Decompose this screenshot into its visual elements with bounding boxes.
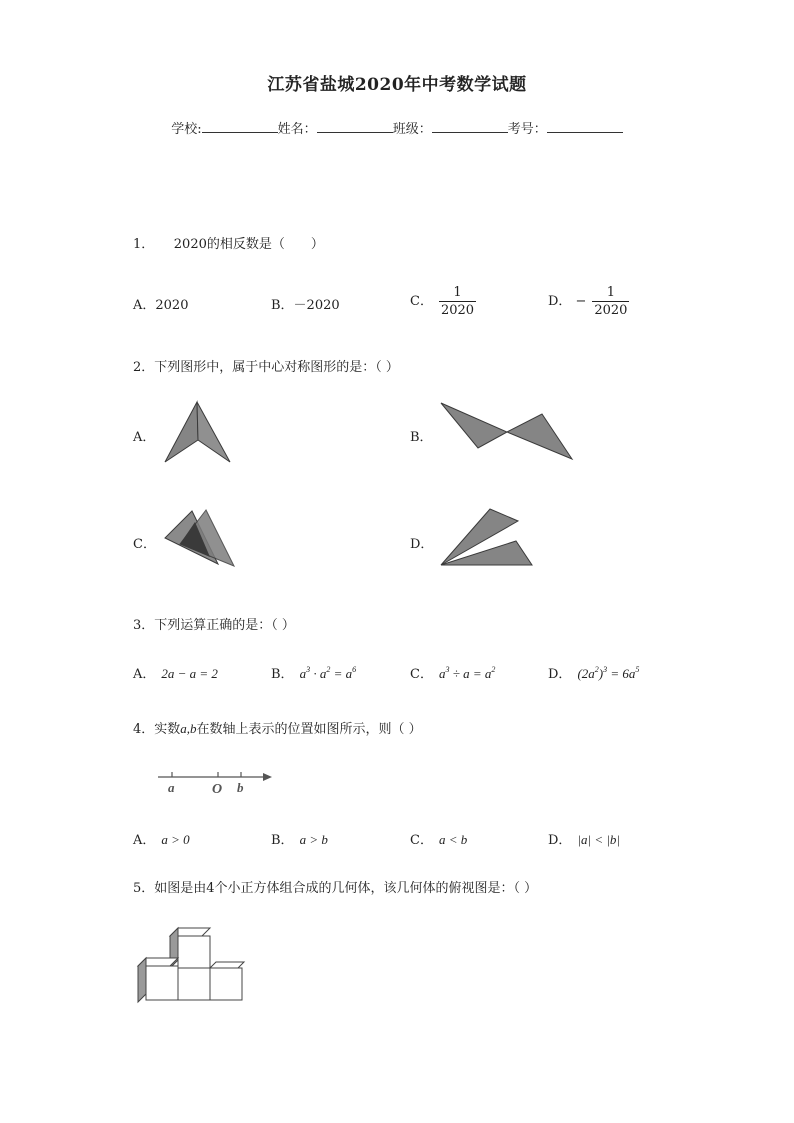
arrow-head-icon (263, 773, 272, 781)
shape-right-wing (197, 402, 230, 462)
stem-suffix: 在数轴上表示的位置如图所示，则（ ） (196, 722, 422, 737)
paren-open-term: (2a (577, 666, 595, 681)
top-cube (170, 928, 210, 968)
exponent: 3 (306, 665, 311, 674)
option-label: B． (271, 667, 294, 682)
q4-option-a-expression: a > 0 (161, 832, 190, 847)
student-info-line (0, 118, 794, 137)
fraction-numerator: 1 (439, 284, 476, 302)
q1-option-d (548, 284, 629, 319)
q3-option-b-expression (300, 666, 357, 681)
exponent: 2 (326, 665, 331, 674)
q5-cube-figure (134, 924, 246, 1004)
q2-figure-c (162, 508, 238, 570)
option-label: A． (133, 833, 156, 848)
q3-option-d (548, 663, 639, 682)
q2-figure-d (438, 505, 536, 571)
stem-prefix: 4．实数 (133, 722, 181, 737)
fraction-denominator: 2020 (594, 303, 628, 318)
q4-option-c-expression: a < b (438, 832, 468, 847)
minus-sign: − (575, 294, 587, 309)
q3-stem: 3．下列运算正确的是：（ ） (133, 618, 295, 633)
operator: · (310, 666, 320, 681)
right-cube (210, 962, 244, 1000)
q2-figure-a (160, 400, 235, 466)
exponent: 2 (594, 665, 599, 674)
q1-option-c (410, 284, 476, 319)
name-label: 姓名： (277, 122, 317, 137)
q4-number-line (155, 768, 275, 798)
exponent: 5 (635, 665, 640, 674)
fraction-numerator: 1 (592, 284, 629, 302)
option-label: D． (548, 667, 572, 682)
q1-stem: 1． 2020的相反数是（ ） (133, 237, 324, 252)
q4-option-c (410, 829, 467, 848)
q1-option-d-fraction (592, 284, 629, 319)
option-label: D． (548, 833, 572, 848)
q3-option-b (271, 663, 356, 682)
shape-left-wing (165, 402, 198, 462)
page-title: 江苏省盐城2020年中考数学试题 (267, 75, 527, 95)
q1-option-c-label: C． (410, 294, 433, 309)
option-label: C． (410, 833, 433, 848)
label-b: b (237, 780, 244, 795)
q3-option-c (410, 663, 495, 682)
exponent: 3 (603, 665, 608, 674)
equals-term: = a (330, 666, 353, 681)
base: a (299, 666, 307, 681)
q2-stem: 2．下列图形中，属于中心对称图形的是：（ ） (133, 360, 399, 375)
exponent: 6 (352, 665, 357, 674)
exponent: 3 (445, 665, 450, 674)
class-label: 班级： (392, 122, 432, 137)
q4-option-d-expression: |a| < |b| (577, 832, 621, 847)
stem-variables: a,b (180, 721, 197, 736)
exam-no-blank[interactable] (547, 120, 623, 133)
q2-option-b-label: B． (410, 430, 433, 445)
q5-stem: 5．如图是由4个小正方体组合成的几何体，该几何体的俯视图是：（ ） (133, 881, 538, 896)
q1-option-d-label: D． (548, 294, 572, 309)
q4-option-b-expression: a > b (299, 832, 328, 847)
q2-option-c-label: C． (133, 537, 156, 552)
middle-cube (178, 968, 210, 1000)
name-blank[interactable] (317, 120, 393, 133)
label-o: O (212, 782, 223, 797)
q4-option-b (271, 829, 328, 848)
q4-option-d (548, 829, 620, 848)
shape-left-triangle (441, 403, 507, 448)
q2-option-d-label: D． (410, 537, 434, 552)
q1-option-a: A．2020 (133, 298, 189, 313)
operator-term: ÷ a = a (449, 666, 492, 681)
option-label: A． (133, 667, 156, 682)
q3-option-c-expression (439, 666, 495, 681)
exponent: 2 (491, 665, 496, 674)
option-label: C． (410, 667, 433, 682)
equals-term: = 6a (607, 666, 636, 681)
q1-option-b: B．－2020 (271, 298, 340, 313)
option-label: B． (271, 833, 294, 848)
paren-close: ) (598, 666, 604, 681)
q3-option-d-expression (577, 666, 639, 681)
q3-option-a-expression: 2a − a = 2 (161, 666, 218, 681)
exam-no-label: 考号： (507, 122, 547, 137)
left-cube (138, 958, 178, 1002)
q4-option-a (133, 829, 190, 848)
label-a: a (168, 780, 175, 795)
q1-option-c-fraction (439, 284, 476, 319)
base: a (438, 666, 446, 681)
base: a (319, 666, 327, 681)
shape-right-triangle (507, 414, 572, 459)
q3-option-a (133, 663, 218, 682)
school-blank[interactable] (202, 120, 278, 133)
q4-stem (133, 718, 422, 737)
fraction-denominator: 2020 (440, 303, 475, 318)
q2-option-a-label: A． (133, 430, 156, 445)
q2-figure-b (438, 400, 576, 462)
class-blank[interactable] (432, 120, 508, 133)
school-label: 学校: (171, 122, 202, 137)
